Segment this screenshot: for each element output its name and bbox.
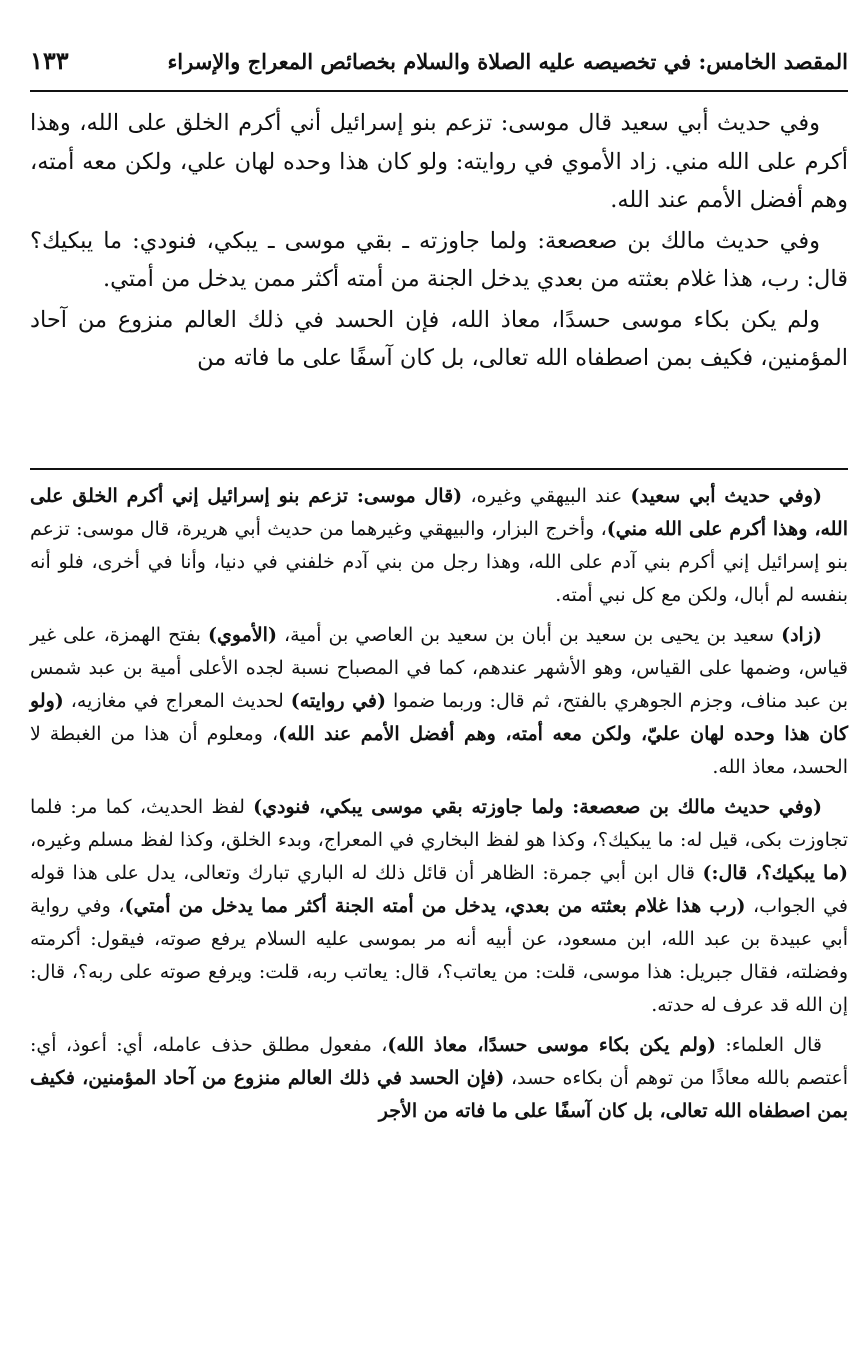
commentary-paragraph bbox=[30, 791, 848, 1022]
running-title: المقصد الخامس: في تخصيصه عليه الصلاة والسلام بخصائص المعراج والإسراء bbox=[167, 49, 848, 74]
quoted-text: (الأموي) bbox=[207, 624, 277, 646]
header-rule bbox=[30, 90, 848, 92]
commentary bbox=[30, 480, 848, 1135]
commentary-text: عند البيهقي وغيره، bbox=[462, 485, 631, 507]
quoted-text: (ما يبكيك؟، قال:) bbox=[702, 862, 848, 884]
quoted-text: (قال موسى: تزعم بنو إسرائيل إني أكرم الخلق على الله، وهذا أكرم على الله مني) bbox=[30, 485, 848, 540]
main-paragraph: وفي حديث أبي سعيد قال موسى: تزعم بنو إسرائيل أني أكرم الخلق على الله، وهذا أكرم على الله مني. زاد الأموي في روايته: ولو كان هذا وحده لهان علي، ولكن معه أمته، وهم أفضل الأمم عند الله. bbox=[30, 110, 848, 213]
commentary-text: ، وأخرج البزار، والبيهقي وغيرهما من حديث أبي هريرة، قال موسى: تزعم بنو إسرائيل إني أكرم بني آدم على الله، وهذا رجل من بني آدم خلفني في دنيا، وأنا في أخرى، فلو أنه بنفسه لم أبال، ولكن مع كل نبي أمته. bbox=[30, 518, 848, 606]
quoted-text: (زاد) bbox=[781, 624, 822, 646]
footnote-separator bbox=[30, 468, 848, 470]
page-number: ١٣٣ bbox=[30, 46, 69, 75]
commentary-paragraph bbox=[30, 480, 848, 612]
quoted-text: (ولم يكن بكاء موسى حسدًا، معاذ الله) bbox=[387, 1034, 717, 1056]
page-header bbox=[30, 46, 848, 75]
commentary-text: ، ومعلوم أن هذا من الغبطة لا الحسد، معاذ الله. bbox=[30, 723, 848, 778]
main-paragraph: وفي حديث مالك بن صعصعة: ولما جاوزته ـ بقي موسى ـ يبكي، فنودي: ما يبكيك؟ قال: رب، هذا غلام بعثته من بعدي يدخل الجنة من أمته أكثر ممن يدخل من أمتي. bbox=[30, 227, 848, 292]
commentary-text: ، وفي رواية أبي عبيدة بن عبد الله، ابن مسعود، عن أبيه أنه مر بموسى عليه السلام يرفع صوته، فيقول: أكرمته وفضلته، فقال جبريل: هذا موسى، قلت: من يعاتب؟، قال: يعاتب ربه، قلت: ويرفع صوته على ربه؟، قال: إن الله قد عرف له حدته. bbox=[30, 895, 848, 1016]
commentary-paragraph bbox=[30, 1029, 848, 1128]
quoted-text: (رب هذا غلام بعثته من بعدي، يدخل من أمته الجنة أكثر مما يدخل من أمتي) bbox=[124, 895, 746, 917]
main-paragraph: ولم يكن بكاء موسى حسدًا، معاذ الله، فإن الحسد في ذلك العالم منزوع من آحاد المؤمنين، فكيف بمن اصطفاه الله تعالى، بل كان آسفًا على ما فاته من bbox=[30, 306, 848, 371]
quoted-text: (في روايته) bbox=[290, 690, 386, 712]
commentary-text: لفظ الحديث، كما مر: فلما تجاوزت بكى، قيل له: ما يبكيك؟، وكذا هو لفظ البخاري في المعراج، وبدء الخلق، وكذا لفظ مسلم وغيره، bbox=[30, 796, 848, 851]
main-text bbox=[30, 104, 848, 380]
commentary-text: قال ابن أبي جمرة: الظاهر أن قائل ذلك له الباري تبارك وتعالى، يدل على هذا قوله في الجواب، bbox=[30, 862, 848, 917]
commentary-text: قال العلماء: bbox=[716, 1034, 822, 1056]
quoted-text: (ولو كان هذا وحده لهان عليّ، ولكن معه أمته، وهم أفضل الأمم عند الله) bbox=[30, 690, 848, 745]
quoted-text: (فإن الحسد في ذلك العالم منزوع من آحاد المؤمنين، فكيف بمن اصطفاه الله تعالى، بل كان آسفًا على ما فاته من الأجر bbox=[30, 1067, 848, 1122]
commentary-text: سعيد بن يحيى بن سعيد بن أبان بن سعيد بن العاصي بن أمية، bbox=[276, 624, 782, 646]
commentary-paragraph bbox=[30, 619, 848, 784]
commentary-text: لحديث المعراج في مغازيه، bbox=[63, 690, 291, 712]
commentary-text: بفتح الهمزة، على غير قياس، وضمها على القياس، وهو الأشهر عندهم، كما في المصباح نسبة لجده الأعلى أمية بن عبد شمس بن عبد مناف، وجزم الجوهري بالفتح، ثم قال: وربما ضموا bbox=[30, 624, 848, 712]
commentary-text: ، مفعول مطلق حذف عامله، أي: أعوذ، أي: أعتصم بالله معاذًا من توهم أن بكاءه حسد، bbox=[30, 1034, 848, 1089]
quoted-text: (وفي حديث أبي سعيد) bbox=[630, 485, 823, 507]
quoted-text: (وفي حديث مالك بن صعصعة: ولما جاوزته بقي موسى يبكي، فنودي) bbox=[253, 796, 822, 818]
